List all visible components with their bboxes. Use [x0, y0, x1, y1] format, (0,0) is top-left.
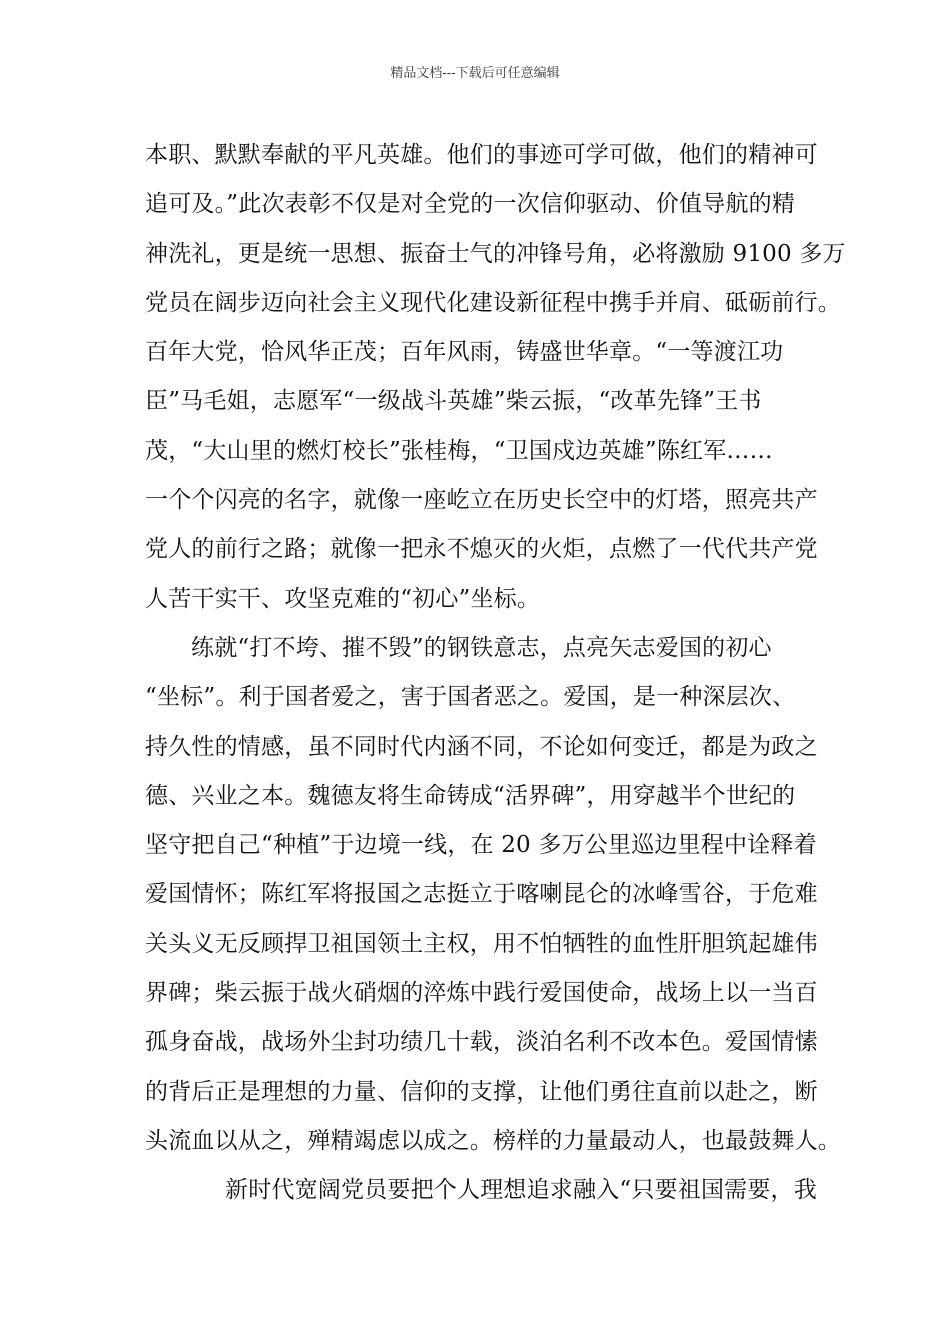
- text-line: 孤身奋战，战场外尘封功绩几十载，淡泊名利不改本色。爱国情愫: [145, 1029, 818, 1056]
- text-line: 党人的前行之路；就像一把永不熄灭的火炬，点燃了一代代共产党: [145, 536, 818, 563]
- text-line: 坚守把自己“种植”于边境一线，在 20 多万公里巡边里程中诠释着: [145, 832, 817, 859]
- text-line: 关头义无反顾捍卫祖国领土主权，用不怕牺牲的血性肝胆筑起雄伟: [145, 930, 818, 957]
- text-line: 头流血以从之，殚精竭虑以成之。榜样的力量最动人，也最鼓舞人。: [145, 1127, 841, 1154]
- text-line: 德、兴业之本。魏德友将生命铸成“活界碑”，用穿越半个世纪的: [145, 782, 796, 809]
- text-line: 本职、默默奉献的平凡英雄。他们的事迹可学可做，他们的精神可: [145, 142, 818, 168]
- text-line: 人苦干实干、攻坚克难的“初心”坐标。: [145, 585, 541, 612]
- text-line: 茂，“大山里的燃灯校长”张桂梅，“卫国戍边英雄”陈红军……: [145, 437, 773, 464]
- text-line: 一个个闪亮的名字，就像一座屹立在历史长空中的灯塔，照亮共产: [145, 487, 818, 514]
- text-line: 的背后正是理想的力量、信仰的支撑，让他们勇往直前以赴之，断: [145, 1078, 818, 1105]
- text-line: 神洗礼，更是统一思想、振奋士气的冲锋号角，必将激励 9100 多万: [145, 240, 846, 267]
- text-line: 爱国情怀；陈红军将报国之志挺立于喀喇昆仑的冰峰雪谷，于危难: [145, 881, 818, 908]
- document-body: [145, 131, 846, 1216]
- paragraph-start-line: 练就“打不垮、摧不毁”的钢铁意志，点亮矢志爱国的初心: [191, 634, 772, 661]
- text-line: 追可及。”此次表彰不仅是对全党的一次信仰驱动、价值导航的精: [145, 191, 796, 218]
- text-line: “坐标”。利于国者爱之，害于国者恶之。爱国，是一种深层次、: [145, 684, 796, 711]
- page-header: 精品文档---下载后可任意编辑: [390, 66, 560, 81]
- text-line: 百年大党，恰风华正茂；百年风雨，铸盛世华章。“一等渡江功: [145, 339, 784, 366]
- text-line: 界碑；柴云振于战火硝烟的淬炼中践行爱国使命，战场上以一当百: [145, 980, 818, 1007]
- paragraph-start-line: 新时代宽阔党员要把个人理想追求融入“只要祖国需要，我: [225, 1177, 817, 1204]
- text-line: 臣”马毛姐，志愿军“一级战斗英雄”柴云振，“改革先锋”王书: [145, 388, 762, 415]
- text-line: 持久性的情感，虽不同时代内涵不同，不论如何变迁，都是为政之: [145, 733, 818, 760]
- text-line: 党员在阔步迈向社会主义现代化建设新征程中携手并肩、砥砺前行。: [145, 289, 841, 316]
